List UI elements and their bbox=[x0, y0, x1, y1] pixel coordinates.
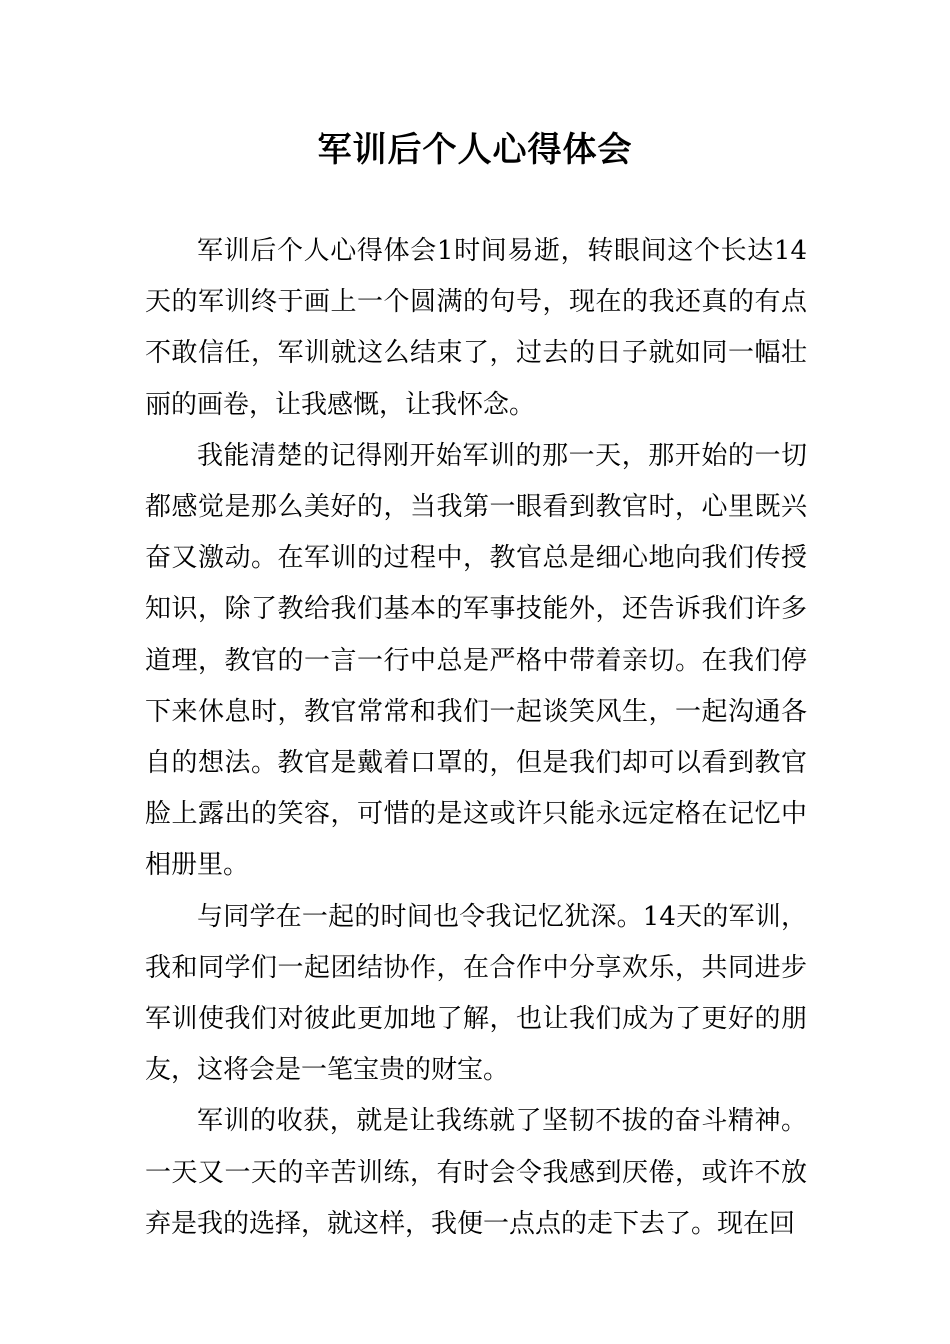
paragraph-2: 我能清楚的记得刚开始军训的那一天，那开始的一切都感觉是那么美好的，当我第一眼看到教官时，心里既兴奋又激动。在军训的过程中，教官总是细心地向我们传授知识，除了教给我们基本的军事技能外，还告诉我们许多道理，教官的一言一行中总是严格中带着亲切。在我们停下来休息时，教官常常和我们一起谈笑风生，一起沟通各自的想法。教官是戴着口罩的，但是我们却可以看到教官脸上露出的笑容，可惜的是这或许只能永远定格在记忆中相册里。 bbox=[145, 440, 807, 881]
paragraph-3: 与同学在一起的时间也令我记忆犹深。14天的军训，我和同学们一起团结协作，在合作中分享欢乐，共同进步军训使我们对彼此更加地了解，也让我们成为了更好的朋友，这将会是一笔宝贵的财宝。 bbox=[145, 901, 807, 1086]
document-body bbox=[145, 226, 807, 1250]
document-title: 军训后个人心得体会 bbox=[317, 130, 633, 170]
paragraph-4: 军训的收获，就是让我练就了坚韧不拔的奋斗精神。一天又一天的辛苦训练，有时会令我感到厌倦，或许不放弃是我的选择，就这样，我便一点点的走下去了。现在回 bbox=[145, 1106, 807, 1239]
paragraph-1: 军训后个人心得体会1时间易逝，转眼间这个长达14天的军训终于画上一个圆满的句号，现在的我还真的有点不敢信任，军训就这么结束了，过去的日子就如同一幅壮丽的画卷，让我感慨，让我怀念。 bbox=[145, 236, 807, 420]
